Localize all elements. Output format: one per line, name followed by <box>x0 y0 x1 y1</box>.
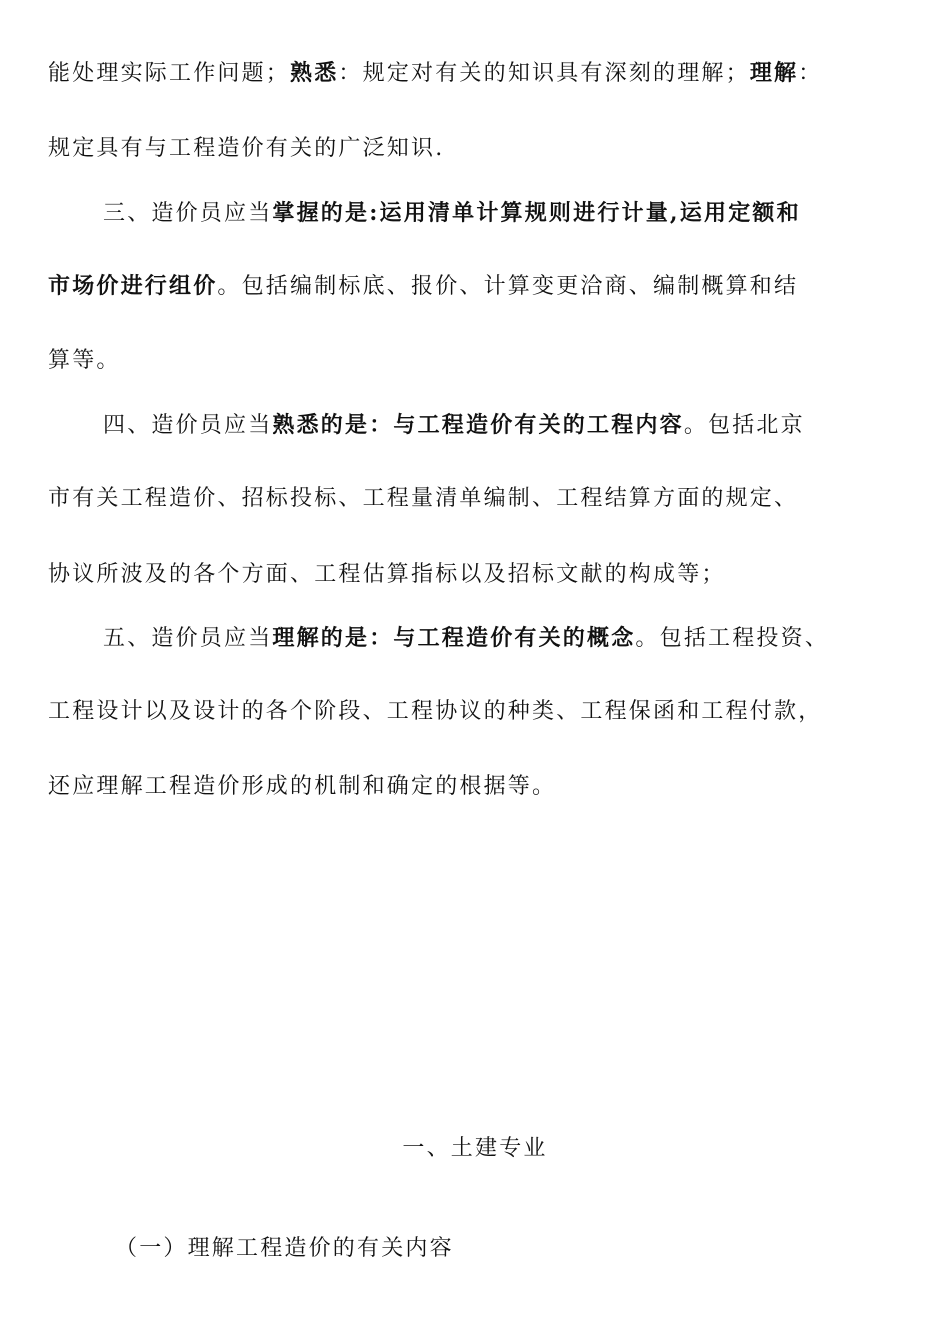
bold-phrase: 市场价进行组价 <box>48 273 218 299</box>
paragraph-line: 工程设计以及设计的各个阶段、工程协议的种类、工程保函和工程付款， <box>48 699 823 724</box>
text-run: 三、造价员应当 <box>103 201 273 226</box>
text-run: 能处理实际工作问题； <box>48 61 291 86</box>
paragraph-line <box>103 410 805 441</box>
bold-phrase: 熟悉的是：与工程造价有关的工程内容 <box>272 412 684 438</box>
paragraph-line: 还应理解工程造价形成的机制和确定的根据等。 <box>48 774 557 799</box>
text-run: ： <box>798 61 823 86</box>
paragraph-line <box>103 198 801 229</box>
text-run: 。包括北京 <box>683 413 805 438</box>
bold-term: 理解 <box>749 60 799 86</box>
text-run: 五、造价员应当 <box>103 626 273 651</box>
bold-phrase: 理解的是：与工程造价有关的概念 <box>272 625 636 651</box>
text-run: 四、造价员应当 <box>103 413 273 438</box>
subsection-heading: （一）理解工程造价的有关内容 <box>115 1236 454 1261</box>
bold-term: 熟悉 <box>290 60 339 86</box>
text-run: ：规定对有关的知识具有深刻的理解； <box>338 61 750 86</box>
paragraph-line: 市有关工程造价、招标投标、工程量清单编制、工程结算方面的规定、 <box>48 486 799 511</box>
paragraph-line <box>103 623 829 654</box>
paragraph-line: 规定具有与工程造价有关的广泛知识. <box>48 136 445 161</box>
text-run: 。包括编制标底、报价、计算变更洽商、编制概算和结 <box>217 274 799 299</box>
text-run: 。包括工程投资、 <box>635 626 830 651</box>
section-heading: 一、土建专业 <box>402 1136 548 1161</box>
paragraph-line <box>48 58 822 89</box>
paragraph-line: 协议所波及的各个方面、工程估算指标以及招标文献的构成等； <box>48 562 726 587</box>
paragraph-line <box>48 271 798 302</box>
paragraph-line: 算等。 <box>48 348 121 373</box>
bold-phrase: 掌握的是:运用清单计算规则进行计量,运用定额和 <box>272 200 801 226</box>
